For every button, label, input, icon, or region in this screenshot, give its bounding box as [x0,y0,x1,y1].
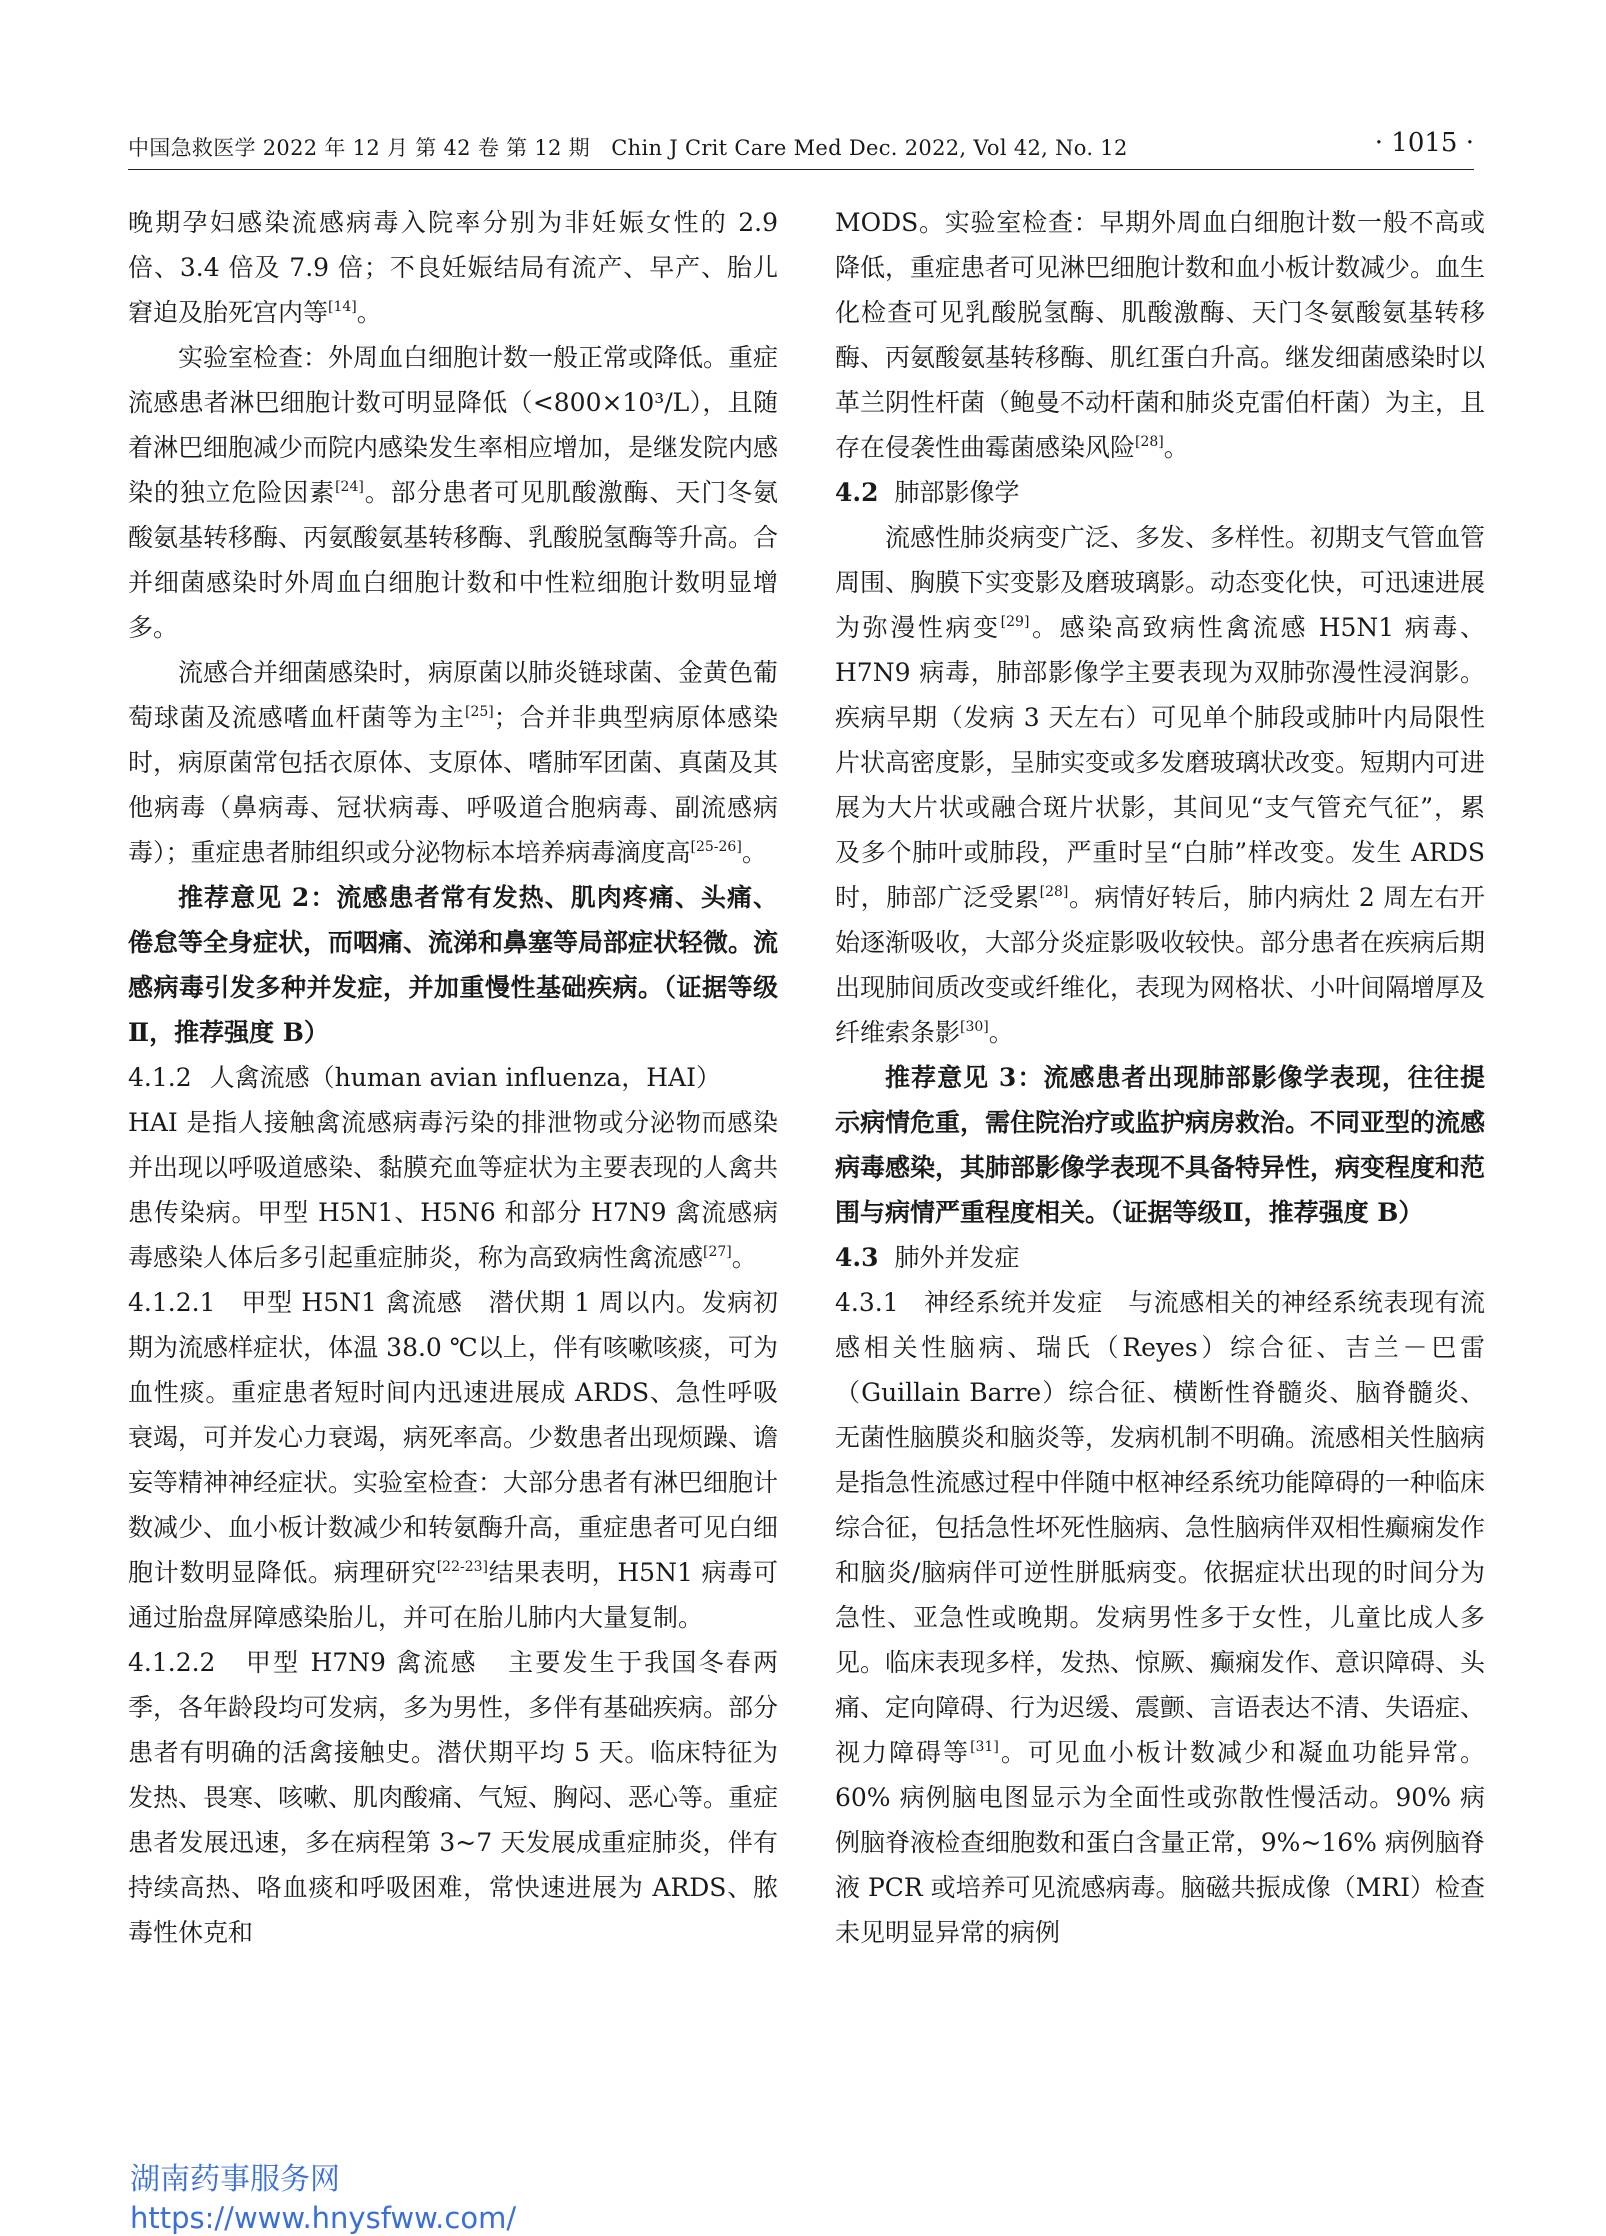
paragraph: 4.3.1 神经系统并发症 与流感相关的神经系统表现有流感相关性脑病、瑞氏（Reyes）综合征、吉兰－巴雷（Guillain Barre）综合征、横断性脊髓炎、脑脊髓炎、无菌性脑膜炎和脑炎等，发病机制不明确。流感相关性脑病是指急性流感过程中伴随中枢神经系统功能障碍的一种临床综合征，包括急性坏死性脑病、急性脑病伴双相性癫痫发作和脑炎/脑病伴可逆性胼胝病变。依据症状出现的时间分为急性、亚急性或晚期。发病男性多于女性，儿童比成人多见。临床表现多样，发热、惊厥、癫痫发作、意识障碍、头痛、定向障碍、行为迟缓、震颤、言语表达不清、失语症、视力障碍等[31]。可见血小板计数减少和凝血功能异常。60% 病例脑电图显示为全面性或弥散性慢活动。90% 病例脑脊液检查细胞数和蛋白含量正常，9%~16% 病例脑脊液 PCR 或培养可见流感病毒。脑磁共振成像（MRI）检查未见明显异常的病例 [835,1288,1486,1947]
header-rule [128,169,1474,170]
recommendation-2: 推荐意见 2：流感患者常有发热、肌肉疼痛、头痛、倦怠等全身症状，而咽痛、流涕和鼻塞等局部症状轻微。流感病毒引发多种并发症，并加重慢性基础疾病。（证据等级Ⅱ，推荐强度 B） [128,883,779,1047]
citation[interactable]: [22-23] [436,1559,489,1575]
citation[interactable]: [25-26] [690,839,742,855]
watermark-site-name: 湖南药事服务网 [130,2162,340,2197]
citation[interactable]: [31] [970,1739,999,1755]
section-heading-4-3-1: 4.3.1 [835,1288,899,1317]
citation[interactable]: [27] [703,1244,732,1260]
watermark [130,2160,516,2236]
citation[interactable]: [14] [328,299,357,315]
paragraph: 4.1.2.1 甲型 H5N1 禽流感 潜伏期 1 周以内。发病初期为流感样症状，体温 38.0 ℃以上，伴有咳嗽咳痰，可为血性痰。重症患者短时间内迅速进展成 ARDS、急性呼吸衰竭，可并发心力衰竭，病死率高。少数患者出现烦躁、谵妄等精神神经症状。实验室检查：大部分患者有淋巴细胞计数减少、血小板计数减少和转氨酶升高，重症患者可见白细胞计数明显降低。病理研究[22-23]结果表明，H5N1 病毒可通过胎盘屏障感染胎儿，并可在胎儿肺内大量复制。 [128,1288,779,1632]
paragraph: 4.1.2.2 甲型 H7N9 禽流感 主要发生于我国冬春两季，各年龄段均可发病，多为男性，多伴有基础疾病。部分患者有明确的活禽接触史。潜伏期平均 5 天。临床特征为发热、畏寒、咳嗽、肌肉酸痛、气短、胸闷、恶心等。重症患者发展迅速，多在病程第 3~7 天发展成重症肺炎，伴有持续高热、咯血痰和呼吸困难，常快速进展为 ARDS、脓毒性休克和 [128,1648,779,1947]
paragraph: MODS。实验室检查：早期外周血白细胞计数一般不高或降低，重症患者可见淋巴细胞计数和血小板计数减少。血生化检查可见乳酸脱氢酶、肌酸激酶、天门冬氨酸氨基转移酶、丙氨酸氨基转移酶、肌红蛋白升高。继发细菌感染时以革兰阴性杆菌（鲍曼不动杆菌和肺炎克雷伯杆菌）为主，且存在侵袭性曲霉菌感染风险[28]。 [835,208,1486,462]
paragraph: 流感合并细菌感染时，病原菌以肺炎链球菌、金黄色葡萄球菌及流感嗜血杆菌等为主[25]；合并非典型病原体感染时，病原菌常包括衣原体、支原体、嗜肺军团菌、真菌及其他病毒（鼻病毒、冠状病毒、呼吸道合胞病毒、副流感病毒）；重症患者肺组织或分泌物标本培养病毒滴度高[25-26]。 [128,658,779,867]
right-column [835,200,1485,1955]
section-heading-4-2: 4.2 肺部影像学 [835,478,1020,507]
section-heading-4-1-2-1: 4.1.2.1 [128,1288,216,1317]
citation[interactable]: [25] [465,704,494,720]
recommendation-3: 推荐意见 3：流感患者出现肺部影像学表现，往往提示病情危重，需住院治疗或监护病房救治。不同亚型的流感病毒感染，其肺部影像学表现不具备特异性，病变程度和范围与病情严重程度相关。（证据等级Ⅱ，推荐强度 B） [835,1063,1486,1227]
left-column [128,200,778,1955]
page-number: · 1015 · [1374,128,1474,158]
paragraph: HAI 是指人接触禽流感病毒污染的排泄物或分泌物而感染并出现以呼吸道感染、黏膜充血等症状为主要表现的人禽共患传染病。甲型 H5N1、H5N6 和部分 H7N9 禽流感病毒感染人体后多引起重症肺炎，称为高致病性禽流感[27]。 [128,1108,779,1272]
running-header [128,128,1474,168]
section-title: 神经系统并发症 [924,1288,1103,1317]
paragraph: 实验室检查：外周血白细胞计数一般正常或降低。重症流感患者淋巴细胞计数可明显降低（<800×10³/L），且随着淋巴细胞减少而院内感染发生率相应增加，是继发院内感染的独立危险因素[24]。部分患者可见肌酸激酶、天门冬氨酸氨基转移酶、丙氨酸氨基转移酶、乳酸脱氢酶等升高。合并细菌感染时外周血白细胞计数和中性粒细胞计数明显增多。 [128,343,779,642]
watermark-url[interactable]: https://www.hnysfww.com/ [130,2201,517,2235]
paragraph: 晚期孕妇感染流感病毒入院率分别为非妊娠女性的 2.9 倍、3.4 倍及 7.9 倍；不良妊娠结局有流产、早产、胎儿窘迫及胎死宫内等[14]。 [128,208,778,327]
section-heading-4-1-2: 4.1.2 人禽流感（human avian influenza，HAI） [128,1063,722,1092]
citation[interactable]: [29] [1000,614,1030,630]
paragraph: 流感性肺炎病变广泛、多发、多样性。初期支气管血管周围、胸膜下实变影及磨玻璃影。动态变化快，可迅速进展为弥漫性病变[29]。感染高致病性禽流感 H5N1 病毒、H7N9 病毒，肺部影像学主要表现为双肺弥漫性浸润影。疾病早期（发病 3 天左右）可见单个肺段或肺叶内局限性片状高密度影，呈肺实变或多发磨玻璃状改变。短期内可进展为大片状或融合斑片状影，其间见“支气管充气征”，累及多个肺叶或肺段，严重时呈“白肺”样改变。发生 ARDS 时，肺部广泛受累[28]。病情好转后，肺内病灶 2 周左右开始逐渐吸收，大部分炎症影吸收较快。部分患者在疾病后期出现肺间质改变或纤维化，表现为网格状、小叶间隔增厚及纤维索条影[30]。 [835,523,1486,1047]
citation[interactable]: [24] [335,479,364,495]
citation[interactable]: [30] [960,1019,989,1035]
citation[interactable]: [28] [1135,434,1164,450]
section-heading-4-3: 4.3 肺外并发症 [835,1243,1020,1272]
section-title: 甲型 H5N1 禽流感 [241,1288,463,1317]
journal-citation: 中国急救医学 2022 年 12 月 第 42 卷 第 12 期 Chin J Crit Care Med Dec. 2022, Vol 42, No. 12 [128,136,1128,160]
section-heading-4-1-2-2: 4.1.2.2 [128,1648,216,1677]
section-title: 甲型 H7N9 禽流感 [245,1648,478,1677]
citation[interactable]: [28] [1039,884,1069,900]
